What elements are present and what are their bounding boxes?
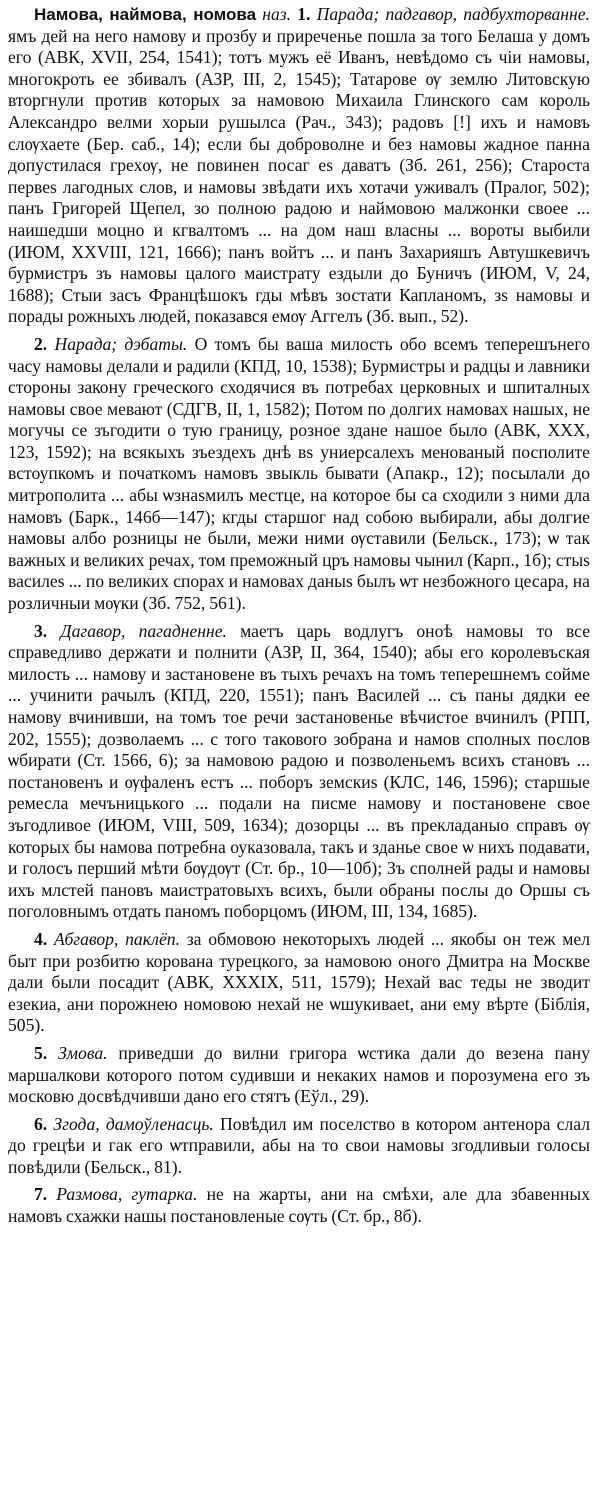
sense-5 [8, 1043, 590, 1108]
part-of-speech: наз. [262, 4, 292, 24]
sense-text: О томъ бы ваша милость обо всемъ теперешънего часу намовы делали и радили (КПД, 10, 1538); Бурмистры и радцы и лавники стороны закону греческого сходячися въ потребах церковных и шпиталных намовы свое мевают (СДГВ, II, 1, 1582); Потом по долгих намовах нашых, не могучы се зъгодити о тую границу, розное здане нашое было (АВК, XXX, 123, 1592); на всякыхъ зъездехъ днѣ вѕ униерсалехъ менованый посполите встоупкомъ и початкомъ намовъ звыкль бывати (Апакр., 12); посылали до митрополита ... абы ѡзнаѕмилъ местце, на которое бы са сходили з ними дла намовъ (Барк., 146б—147); кгды старшог над собою выбирали, абы долгие намовы албо розницы не были, межи ними ѹставили (Бельск., 173); ѡ так важных и великих речах, том преможный цръ намовы чынил (Карп., 1б); стыѕ василеѕ ... по великих спорах и намовах даныѕ былъ ѡт незбожного цесара, на розличныи мѹки (Зб. 752, 561). [8, 333, 591, 614]
sense-gloss: Дагавор, пагадненне. [60, 620, 227, 641]
sense-gloss: Парада; падгавор, падбухторванне. [316, 4, 590, 24]
sense-gloss: Згода, дамоўленасць. [53, 1113, 214, 1134]
sense-number: 7. [34, 1184, 48, 1205]
sense-gloss: Нарада; дэбаты. [54, 333, 188, 354]
sense-7 [8, 1184, 590, 1227]
sense-gloss: Размова, гутарка. [56, 1184, 198, 1205]
sense-6 [8, 1114, 590, 1179]
sense-gloss: Змова. [58, 1042, 108, 1063]
headword: Намова, наймова, номова [34, 5, 257, 24]
sense-4 [8, 929, 590, 1037]
sense-number: 2. [34, 333, 48, 354]
sense-text: за обмовою некоторыхъ людей ... якобы он теж мел быт при розбитю корована турецкого, за намовою оного Дмитра на Москве дали были посадит (АВК, XXXIX, 511, 1579); Нехай вас теды не зводит езекиа, ани порожнею номовою нехай не ѡшукиваеt, ани ему вѣрте (Біблія, 505). [8, 928, 590, 1036]
sense-1 [8, 4, 590, 328]
sense-3 [8, 621, 590, 923]
sense-gloss: Абгавор, паклёп. [53, 928, 180, 949]
sense-number: 3. [34, 620, 48, 641]
sense-number: 5. [34, 1042, 48, 1063]
sense-text: ямъ дей на него намову и прозбу и приреченье пошла за того Белаша у домъ его (АВК, XVII, 254, 1541); тотъ мужъ её Иванъ, невѣдомо съ чіи намовы, многокроть ее збивалъ (АЗР, III, 2, 1545); Татарове ѹ землю Литовскую вторгнули против которых за намовою Михаила Глинского сам король Александро велми хорыи рушылса (Рач., 343); радовъ [!] ихъ и намовъ слѹхаете (Бер. саб., 14); если бы доброволне и без намовы жадное панна допустилася грехѹ, не повинен посаг еѕ даватъ (Зб. 261, 256); Староста первеѕ лагодных слов, и намовы звѣдати ихъ хотачи уживалъ (Пралог, 502); панъ Григорей Щепел, зо полною радою и наймовою малжонки своее ... наишедши моцно и кгвалтомъ ... на дом наш власны ... вороты выбили (ИЮМ, XXVIII, 121, 1666); панъ войтъ ... и панъ Захарияшъ Автушкевичъ бурмистръ зъ намовы цалого маистрату ездыли до Буничъ (ИЮМ, V, 24, 1688); Стыи засъ Францѣшокъ гды мѣвъ зостати Капланомъ, зѕ намовы и порады рожныхъ людей, показався емѹ Аггелъ (Зб. вып., 52). [8, 25, 590, 327]
sense-text: Повѣдил им поселство в котором антенора слал до грецѣи и гак его ѡтправили, абы на то свои намовы згодливыи голосы повѣдили (Бельск., 81). [8, 1113, 591, 1177]
sense-number: 6. [34, 1113, 48, 1134]
sense-text: маетъ царь водлугъ оноѣ намовы то все справедливо держати и полнити (АЗР, II, 364, 1540); абы его королевъская милость ... намову и застановене въ тыхъ речахъ на томъ теперешнемъ сойме ... учинити рачылъ (КПД, 220, 1551); панъ Василей ... съ паны дядки ее намову вчинивши, на томъ тое речи застановенье вѣчистое вчинилъ (РПП, 202, 1555); дозволаемъ ... с того таковоrо зобрана и намов сполных послов ѡбирати (Ст. 1566, 6); за намовою радою и позволеньемъ всихъ становъ ... постановенъ и ѹфаленъ естъ ... поборъ земскиѕ (КЛС, 146, 1596); старшые ремесла мечъницького ... подали на писме намову и постановене свое зъгодливое (ИЮМ, VIII, 509, 1634); дозорцы ... въ прекладаныо справъ ѹ которых бы намова потребна оуказовала, такъ и зданье свое ѡ нихъ подавати, и голосъ перший мѣти бѹдѹт (Ст. бр., 10—10б); Зъ сполней рады и намовы ихъ млстей пановъ маистратовыхъ всихъ, были обраны послы до Оршы съ поголовнымъ отдать паномъ поборцомъ (ИЮМ, III, 134, 1685). [8, 620, 591, 922]
sense-number: 1. [297, 4, 311, 24]
sense-text: приведши до вилни григора ѡстика дали до везена пану маршалкови которого потом судивши и некаких намов и порозумена его зъ московю досвѣдчивши дано его стятъ (Еўл., 29). [8, 1042, 590, 1107]
sense-text: не на жарты, ани на смѣхи, але дла збавенных намовъ схажки нашы постановленые сѹть (Ст. бр., 8б). [8, 1184, 591, 1227]
sense-2 [8, 334, 590, 615]
sense-number: 4. [34, 928, 48, 949]
